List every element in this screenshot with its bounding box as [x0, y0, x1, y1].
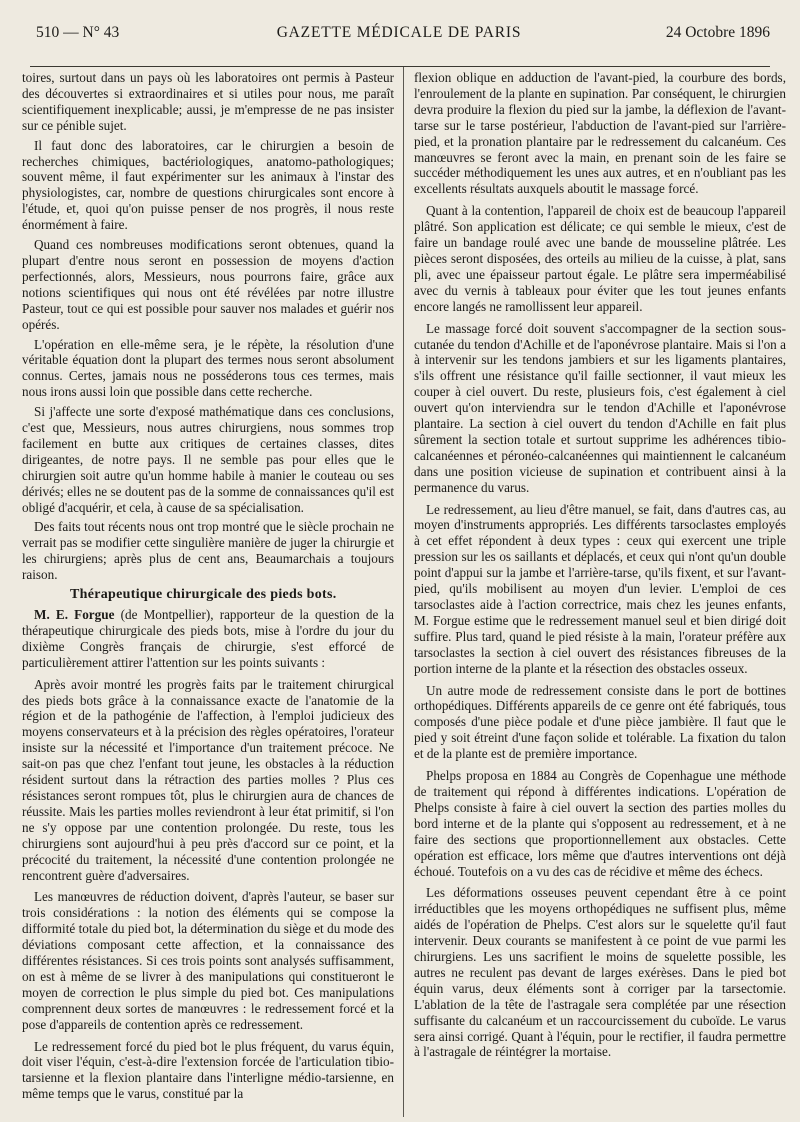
column-divider — [403, 67, 404, 1117]
issue-date: 24 Octobre 1896 — [665, 24, 770, 41]
left-column — [22, 70, 394, 1115]
paragraph-text: (de Montpellier), rapporteur de la question de la thérapeutique chirurgicale des pieds bots, mise à l'ordre du jour du dixième Congrès français de chirurgie, s'est efforcé de particulièrement attirer l'attention sur les points suivants : — [22, 607, 394, 670]
author-name: M. E. Forgue — [34, 607, 115, 622]
paragraph: Le redressement, au lieu d'être manuel, se fait, dans d'autres cas, au moyen d'instruments appropriés. Les différents tarsoclastes employés à cet effet répondent à deux types : ceux qui exercent une triple pression sur les os saillants et déplacés, et ceux qui n'ont qu'un double point d'appui sur la jambe et l'arrière-tarse, qu'ils fixent, et sur l'avant-pied, qu'ils mobilisent au moyen d'un levier. L'emploi de ces tarsoclastes aide à l'action correctrice, mais chez les jeunes enfants, M. Forgue estime que le redressement manuel seul et bien dirigé doit suffire. Plus tard, quand le pied résiste à la main, l'orateur préfère aux tarsoclastes la section à ciel ouvert des résistances fibreuses de la portion interne de la plante et la résection des obstacles osseux. — [414, 501, 786, 676]
page-header — [28, 22, 770, 44]
paragraph: Un autre mode de redressement consiste dans le port de bottines orthopédiques. Différents appareils de ce genre ont été fabriqués, tous composés d'une pièce podale et d'une pièce jambière. Il faut que le pied y soit étreint d'une façon solide et tolérable. La fixation du talon et de la plante est de première importance. — [414, 682, 786, 762]
paragraph: Quand ces nombreuses modifications seront obtenues, quand la plupart d'entre nous seront en possession de moyens d'action perfectionnés, alors, Messieurs, nous pourrons faire, grâce aux notions scientifiques qui nous ont été révélées par notre illustre Pasteur, tout ce qui est possible pour sauver nos malades et guérir nos opérés. — [22, 237, 394, 332]
paragraph: Il faut donc des laboratoires, car le chirurgien a besoin de recherches chimiques, bactériologiques, anatomo-pathologiques; souvent même, il faut expérimenter sur les animaux à l'instar des physiologistes, car, nombre de questions chirurgicales sont encore à l'étude, et, quoi qu'on puisse penser de nos progrès, il nous reste énormément à faire. — [22, 137, 394, 233]
paragraph: Quant à la contention, l'appareil de choix est de beaucoup l'appareil plâtré. Son application est délicate; ce qui semble le mieux, c'est de faire un bandage roulé avec une bande de mousseline plâtrée. Les pièces seront disposées, des orteils au milieu de la cuisse, à plat, sans pli, avec une épaisseur partout égale. Le plâtre sera imperméabilisé avec du vernis à tableaux pour éviter que les tout jeunes enfants encore langés ne ramollissent leur appareil. — [414, 203, 786, 314]
paragraph: Si j'affecte une sorte d'exposé mathématique dans ces conclusions, c'est que, Messieurs, nous autres chirurgiens, nous sommes trop facilement en butte aux critiques de certaines classes, dites dirigeantes, de notre pays. Il ne semble pas pour elles que le chirurgien soit autre qu'un homme habile à manier le couteau ou ses dérivés; elles ne se doutent pas de la somme de connaissances qu'il est obligé d'acquérir, et cela, à cause de sa spécialisation. — [22, 404, 394, 515]
paragraph: Des faits tout récents nous ont trop montré que le siècle prochain ne verrait pas se modifier cette singulière manière de juger la chirurgie et les chirurgiens; après plus de cent ans, Beaumarchais a toujours raison. — [22, 519, 394, 583]
paragraph: Le redressement forcé du pied bot le plus fréquent, du varus équin, doit viser l'équin, c'est-à-dire l'extension forcée de l'articulation tibio-tarsienne et la flexion plantaire dans l'interligne médio-tarsienne, en même temps que le varus, constitué par la — [22, 1038, 394, 1102]
paragraph: Les déformations osseuses peuvent cependant être à ce point irréductibles que les moyens orthopédiques ne suffisent plus, même aidés de l'opération de Phelps. C'est alors sur le squelette qu'il faut intervenir. Deux courants se manifestent à ce point de vue parmi les chirurgiens. Les uns sacrifient le moins de squelette possible, les autres ne reculent pas devant de larges exérèses. Dans le pied bot équin varus, deux éléments sont à corriger par la tarsectomie. L'ablation de la tête de l'astragale sera complétée par une résection suffisante du calcanéum et un raccourcissement du cuboïde. Le varus sera ainsi corrigé. Quant à l'équin, pour le rectifier, il faudra permettre à l'astragale de réintégrer la mortaise. — [414, 885, 786, 1060]
page-number: 510 — N° 43 — [36, 24, 120, 41]
header-rule — [30, 66, 770, 67]
section-title: Thérapeutique chirurgicale des pieds bots. — [70, 587, 337, 603]
right-column — [414, 70, 786, 1115]
paragraph — [22, 607, 394, 671]
journal-title: GAZETTE MÉDICALE DE PARIS — [276, 24, 522, 41]
paragraph: toires, surtout dans un pays où les laboratoires ont permis à Pasteur des découvertes si extraordinaires et si utiles pour nous, me paraît scientifiquement inexplicable; aussi, je m'empresse de ne pas insister sur ce pénible sujet. — [22, 70, 394, 133]
paragraph: Le massage forcé doit souvent s'accompagner de la section sous-cutanée du tendon d'Achille et de l'aponévrose plantaire. Mais si l'on a à intervenir sur les tendons jambiers et sur les ligaments plantaires, s'ils offrent une résistance qu'il faille sectionner, il vaut mieux les couper à ciel ouvert. Du reste, plusieurs fois, c'est également à ciel ouvert qu'on interviendra sur le tendon d'Achille et l'aponévrose plantaire. La section à ciel ouvert du tendon d'Achille en fait plus sûrement la section totale et surtout supprime les adhérences tibio-calcanéennes et péronéo-calcanéennes qui maintiennent le calcanéum dans une position vicieuse de supination et contribuent ainsi à la permanence du varus. — [414, 320, 786, 495]
paragraph: flexion oblique en adduction de l'avant-pied, la courbure des bords, l'enroulement de la plante en supination. Par conséquent, le chirurgien devra produire la flexion du pied sur la jambe, la déflexion de l'avant-tarse sur le tarse postérieur, l'abduction de l'avant-pied sur l'arrière-pied, et la pronation plantaire par le redressement du calcanéum. Ces manœuvres se feront avec la main, en prenant soin de les faire se succéder méthodiquement les unes aux autres, et en n'oubliant pas les excellents résultats auxquels aboutit le massage forcé. — [414, 70, 786, 197]
paragraph: Après avoir montré les progrès faits par le traitement chirurgical des pieds bots grâce à la connaissance exacte de l'anatomie de la région et de la pathogénie de l'affection, à l'emploi judicieux des moyens conservateurs et à la précision des règles opératoires, l'orateur insiste sur la nécessité et l'importance d'un traitement précoce. Ne sait-on pas que chez l'enfant tout jeune, les obstacles à la réduction résident surtout dans la rétraction des parties molles ? Plus ces résistances seront rompues tôt, plus le chirurgien aura de chances de réussite. Mais les parties molles reviendront à leur état primitif, si l'on ne s'y oppose par une contention prolongée. Du reste, tous les chirurgiens sont aujourd'hui à peu près d'accord sur ce point, et la précocité du traitement, la nécessité d'une contention prolongée ne rencontrent guère d'adversaires. — [22, 676, 394, 883]
paragraph: Phelps proposa en 1884 au Congrès de Copenhague une méthode de traitement qui répond à différentes indications. L'opération de Phelps consiste à faire à ciel ouvert la section des parties molles du bord interne et de la plante qui s'opposent au redressement, et à ne faire des sections que proportionnellement aux obstacles. Cette opération est efficace, lors même que d'autres interventions ont déjà échoué. Toutefois on a vu des cas de récidive et même des échecs. — [414, 768, 786, 879]
paragraph: Les manœuvres de réduction doivent, d'après l'auteur, se baser sur trois considérations : la notion des éléments qui se compose la difformité totale du pied bot, la détermination du siège et du mode des déviations composant cette affection, et la connaissance des différentes résistances. Si ces trois points sont analysés suffisamment, on est à même de se livrer à des manipulations qui constitueront le moyen de correction le plus simple du pied bot. Ces manipulations comprennent deux sortes de manœuvres : le redressement forcé et la pose d'appareils de contention après ce redressement. — [22, 889, 394, 1032]
paragraph: L'opération en elle-même sera, je le répète, la résolution d'une véritable équation dont la plupart des termes nous seront absolument connus. Certes, jamais nous ne posséderons tous ces termes, mais nous irons aussi loin que possible dans cette recherche. — [22, 336, 394, 400]
